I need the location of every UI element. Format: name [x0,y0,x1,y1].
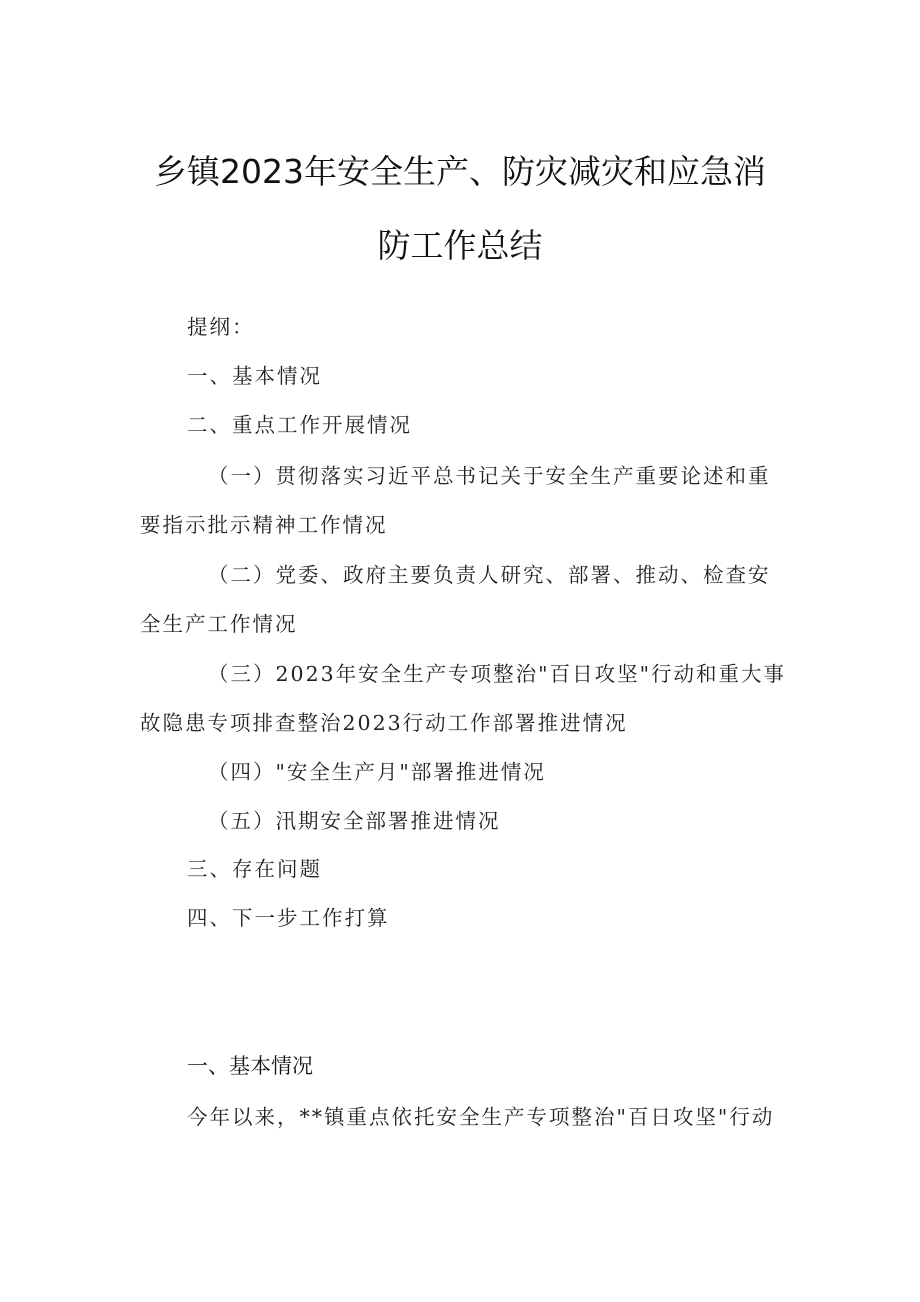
outline-subitem: （二）党委、政府主要负责人研究、部署、推动、检查安 [208,563,771,587]
document-title-line-2: 防工作总结 [377,226,543,265]
outline-subitem: （五）汛期安全部署推进情况 [208,809,501,833]
outline-subitem: （四）"安全生产月"部署推进情况 [208,760,546,784]
outline-subitem-continued: 要指示批示精神工作情况 [140,513,388,537]
outline-item: 三、存在问题 [187,857,322,881]
outline-label: 提纲： [187,315,255,339]
outline-subitem: （一）贯彻落实习近平总书记关于安全生产重要论述和重 [208,464,771,488]
section-heading-basic-situation: 一、基本情况 [187,1054,313,1078]
outline-subitem-continued: 全生产工作情况 [140,612,298,636]
outline-subitem: （三）2023年安全生产专项整治"百日攻坚"行动和重大事 [208,662,787,686]
section-paragraph: 今年以来，**镇重点依托安全生产专项整治"百日攻坚"行动 [187,1105,775,1129]
outline-item: 四、下一步工作打算 [187,906,390,930]
outline-item: 二、重点工作开展情况 [187,413,412,437]
document-title-line-1: 乡镇2023年安全生产、防灾减灾和应急消 [154,152,766,191]
outline-item: 一、基本情况 [187,364,322,388]
outline-subitem-continued: 故隐患专项排查整治2023行动工作部署推进情况 [140,711,628,735]
